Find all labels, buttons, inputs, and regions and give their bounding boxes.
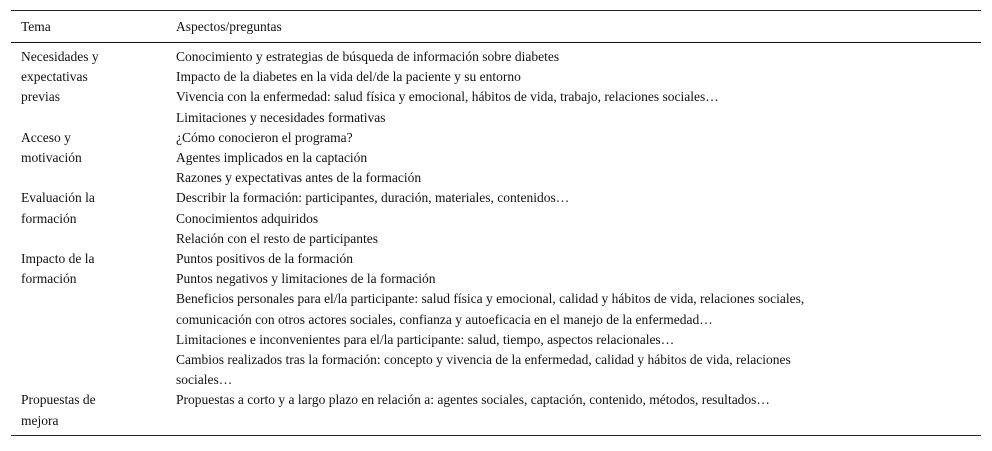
table-row [11,249,981,390]
aspecto-line: Razones y expectativas antes de la formación [176,170,422,186]
aspectos-cell [166,188,981,249]
table-bottom-rule [11,435,981,436]
tema-cell [11,47,166,128]
table-body [11,43,981,435]
tema-line: previas [21,89,60,105]
table-row [11,47,981,128]
aspecto-line: Limitaciones e inconvenientes para el/la participante: salud, tiempo, aspectos relacionales… [176,331,675,347]
tema-cell [11,390,166,430]
table-header [11,11,981,42]
aspecto-line: Limitaciones y necesidades formativas [176,109,386,125]
interview-guide-table [11,10,981,436]
aspecto-line: Conocimiento y estrategias de búsqueda de información sobre diabetes [176,49,560,64]
aspecto-line: sociales… [176,372,233,388]
aspecto-line: Describir la formación: participantes, duración, materiales, contenidos… [176,190,570,206]
tema-cell [11,188,166,249]
tema-line: mejora [21,412,59,428]
table-row [11,188,981,249]
aspectos-cell [166,128,981,189]
tema-line: Propuestas de [21,392,96,408]
aspecto-line: Relación con el resto de participantes [176,230,379,246]
tema-line: Necesidades y [21,49,99,64]
table-row [11,390,981,430]
aspecto-line: comunicación con otros actores sociales, confianza y autoeficacia en el manejo de la enfermedad… [176,311,713,327]
tema-line: formación [21,210,77,226]
table-row [11,128,981,189]
aspecto-line: Cambios realizados tras la formación: concepto y vivencia de la enfermedad, calidad y hábitos de vida, relaciones [176,352,791,368]
aspecto-line: Puntos positivos de la formación [176,251,353,267]
aspecto-line: Beneficios personales para el/la participante: salud física y emocional, calidad y hábitos de vida, relaciones sociales, [176,291,805,307]
tema-line: Acceso y [21,129,71,145]
tema-line: expectativas [21,69,88,85]
aspecto-line: Vivencia con la enfermedad: salud física y emocional, hábitos de vida, trabajo, relaciones sociales… [176,89,719,105]
aspecto-line: ¿Cómo conocieron el programa? [176,129,353,145]
aspecto-line: Propuestas a corto y a largo plazo en relación a: agentes sociales, captación, contenido, métodos, resultados… [176,392,770,408]
header-tema: Tema [21,18,51,34]
aspecto-line: Agentes implicados en la captación [176,150,368,166]
aspectos-cell [166,47,981,128]
aspectos-cell [166,390,981,430]
header-aspectos: Aspectos/preguntas [176,18,282,34]
tema-line: Impacto de la [21,251,95,267]
tema-cell [11,249,166,390]
tema-line: formación [21,271,77,287]
aspectos-cell [166,249,981,390]
tema-line: motivación [21,150,82,166]
aspecto-line: Puntos negativos y limitaciones de la formación [176,271,436,287]
aspecto-line: Impacto de la diabetes en la vida del/de la paciente y su entorno [176,69,521,85]
tema-line: Evaluación la [21,190,95,206]
aspecto-line: Conocimientos adquiridos [176,210,319,226]
tema-cell [11,128,166,189]
